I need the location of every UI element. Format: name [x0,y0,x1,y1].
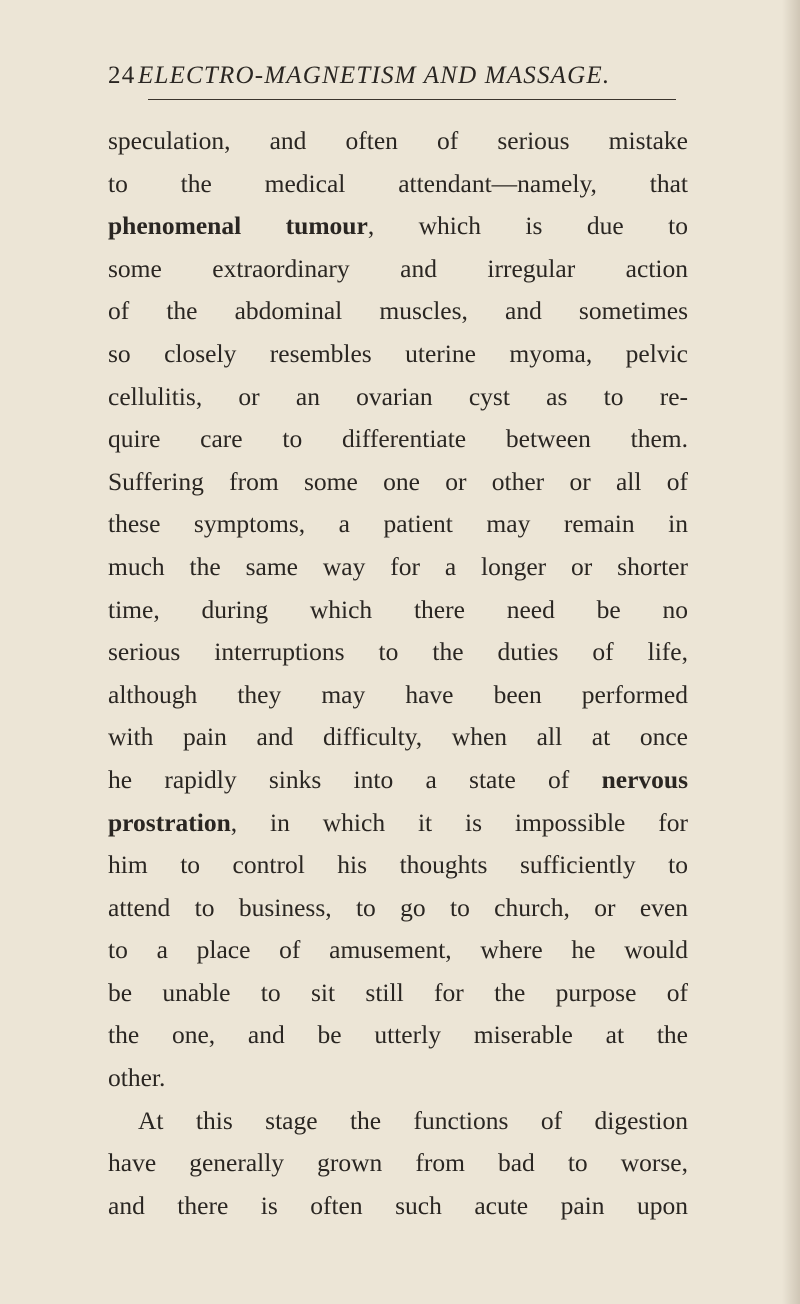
text-line: phenomenal tumour, which is due to [108,211,688,241]
text-line: other. [108,1063,166,1093]
page-edge-shadow [782,0,800,1304]
text-line: and there is often such acute pain upon [108,1190,688,1220]
text-line: attend to business, to go to church, or even [108,892,688,922]
page-number: 24 [108,62,136,89]
header-rule [148,99,676,100]
text-line: to a place of amusement, where he would [108,935,688,965]
running-head [108,62,708,102]
text-line: speculation, and often of serious mistake [108,126,688,155]
text-line: he rapidly sinks into a state of nervous [108,764,688,794]
text-line: prostration, in which it is impossible for [108,807,688,837]
emphasis-term: nervous [601,764,688,794]
text-line: with pain and difficulty, when all at once [108,722,688,752]
text-line: of the abdominal muscles, and sometimes [108,296,688,326]
text-line: quire care to differentiate between them. [108,424,688,454]
text-line: these symptoms, a patient may remain in [108,509,688,539]
text-line: cellulitis, or an ovarian cyst as to re- [108,381,688,411]
emphasis-term: prostration [108,807,231,837]
text-line: Suffering from some one or other or all of [108,466,688,496]
emphasis-term: phenomenal tumour [108,211,368,241]
text-line: the one, and be utterly miserable at the [108,1020,688,1050]
text-line: him to control his thoughts sufficiently to [108,850,688,880]
text-line: time, during which there need be no [108,594,688,624]
text-line: much the same way for a longer or shorter [108,551,688,581]
text-line: serious interruptions to the duties of life, [108,637,688,667]
text-line: to the medical attendant—namely, that [108,168,688,198]
text-line: although they may have been performed [108,679,688,709]
running-title: ELECTRO-MAGNETISM AND MASSAGE. [138,62,611,89]
text-line: have generally grown from bad to worse, [108,1148,688,1178]
text-line: so closely resembles uterine myoma, pelvic [108,338,688,368]
text-line: At this stage the functions of digestion [138,1105,688,1135]
text-line: some extraordinary and irregular action [108,253,688,283]
body-text [108,120,688,1227]
text-line: be unable to sit still for the purpose of [108,977,688,1007]
